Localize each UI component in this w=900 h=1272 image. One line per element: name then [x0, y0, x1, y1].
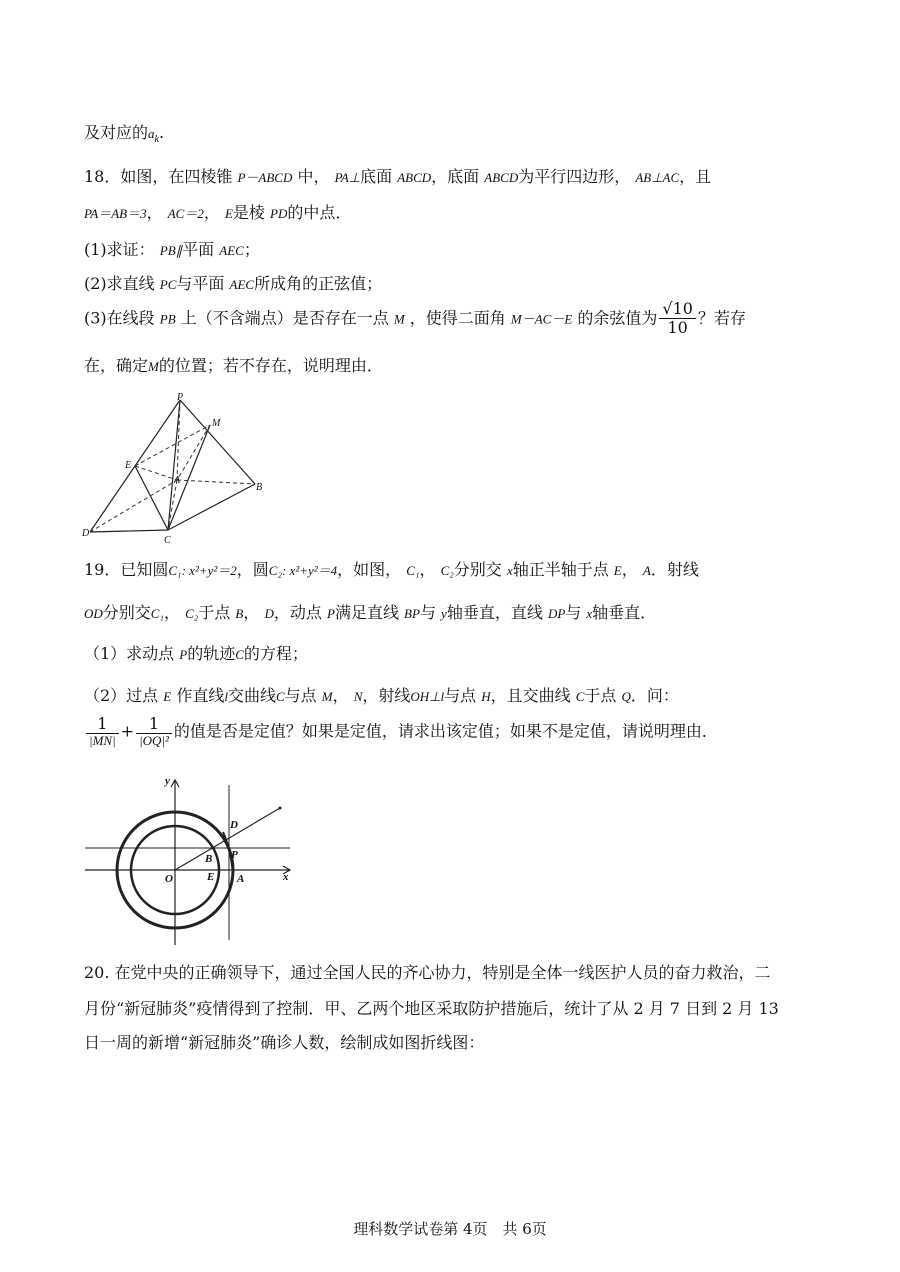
text: ，: [332, 686, 349, 705]
text: 在，确定: [84, 356, 149, 375]
ray-OD: [175, 808, 280, 870]
label-D: D: [230, 819, 238, 831]
math: M: [148, 359, 159, 374]
text: ．射线: [650, 560, 699, 579]
page-footer: 理科数学试卷第 4页 共 6页: [353, 1220, 547, 1238]
text: 的余弦值为: [577, 308, 658, 328]
math: P: [179, 647, 188, 662]
math: OD: [84, 606, 103, 621]
text: 的轨迹: [187, 644, 236, 663]
math: B: [235, 606, 244, 621]
math: C₂: [440, 563, 454, 578]
math: PA⊥: [334, 170, 361, 185]
math: C₁: [406, 563, 420, 578]
plus-sign: +: [120, 721, 135, 741]
text: ，射线: [362, 686, 411, 705]
edge-AB: [177, 480, 255, 484]
text: ，: [419, 560, 436, 579]
text: ？若存: [697, 308, 746, 328]
math: PC: [159, 277, 177, 292]
edge-CB: [168, 484, 255, 530]
label-A: A: [174, 475, 181, 486]
label-E: E: [125, 460, 132, 471]
text: 是棱: [232, 203, 265, 222]
text: 18．如图，在四棱锥: [84, 167, 233, 186]
label-M: M: [212, 418, 221, 429]
text: 与点: [444, 686, 477, 705]
math: C₂: [185, 606, 199, 621]
label-P: P: [231, 849, 238, 861]
text: 满足直线: [334, 603, 399, 622]
text: 分别交: [102, 603, 151, 622]
math: AB⊥AC: [635, 170, 680, 185]
q19-line1: [84, 557, 699, 580]
math: BP: [404, 606, 420, 621]
q20-line2: 月份“新冠肺炎”疫情得到了控制．甲、乙两个地区采取防护措施后，统计了从 2 月 7 日到 2 月 13: [84, 999, 779, 1018]
math: x: [586, 606, 593, 621]
text: ，且交曲线: [490, 686, 571, 705]
math: x: [506, 563, 513, 578]
text: （1）求动点: [84, 644, 175, 663]
text: ，: [203, 203, 220, 222]
text: ，且: [679, 167, 712, 186]
math: DP: [547, 606, 566, 621]
math: E: [224, 206, 233, 221]
text: ，: [146, 203, 163, 222]
label-P: P: [177, 392, 184, 403]
text: ，: [243, 603, 260, 622]
fraction-num: √10: [659, 300, 696, 319]
text: 分别交: [453, 560, 502, 579]
fraction: [659, 300, 696, 338]
math: M: [393, 311, 405, 327]
math: PB∥: [159, 243, 183, 258]
math: E: [163, 689, 172, 704]
text: ；: [243, 240, 260, 259]
label-B: B: [205, 853, 213, 865]
q19-part1: [84, 641, 308, 664]
text: 作直线: [176, 686, 225, 705]
text: 中，: [297, 167, 330, 186]
math: C₂: x²+y²＝4: [268, 563, 338, 578]
text: 轴垂直，直线: [446, 603, 543, 622]
label-A: A: [237, 873, 245, 885]
label-y: y: [165, 775, 170, 787]
q20-line3: 日一周的新增“新冠肺炎”确诊人数，绘制成如图折线图：: [84, 1033, 485, 1052]
edge-MA: [177, 425, 210, 480]
math: P: [326, 606, 335, 621]
text: ．问：: [630, 686, 679, 705]
q19-part2-cont: [84, 715, 718, 749]
text: 为平行四边形，: [518, 167, 631, 186]
text: 交曲线: [227, 686, 276, 705]
math: D: [264, 606, 274, 621]
math: M: [321, 689, 333, 704]
text: ，动点: [273, 603, 322, 622]
fraction-den: |MN|: [89, 733, 116, 749]
fraction-den: 10: [667, 318, 688, 338]
math: C: [575, 689, 585, 704]
math: AC＝2: [167, 206, 204, 221]
math: C₁: x²+y²＝2: [168, 563, 237, 578]
text: ，: [164, 603, 181, 622]
text: 的方程；: [243, 644, 308, 663]
text: (1)求证：: [84, 240, 155, 259]
math: P－ABCD: [237, 170, 293, 185]
math: E: [613, 563, 622, 578]
q19-line2: [84, 600, 656, 623]
q19-part2: [84, 683, 679, 706]
text: .: [158, 123, 165, 142]
text: 与: [419, 603, 436, 622]
text: 与: [565, 603, 582, 622]
text: ，底面: [431, 167, 480, 186]
fraction-den: |OQ|²: [139, 733, 169, 749]
text: 于点: [584, 686, 617, 705]
q18-part3: [84, 300, 746, 338]
math: l: [224, 689, 228, 704]
label-C: C: [164, 535, 171, 545]
text: ，如图，: [337, 560, 402, 579]
fraction-num: 1: [136, 715, 172, 734]
text: 的值是否是定值？如果是定值，请求出该定值；如果不是定值，请说明理由．: [173, 721, 718, 741]
text: (2)求直线: [84, 274, 155, 293]
text: ，: [621, 560, 638, 579]
text: 平面: [182, 240, 215, 259]
math: ABCD: [397, 170, 432, 185]
math: Q: [621, 689, 631, 704]
fraction-1: [86, 715, 119, 749]
math: M－AC－E: [510, 311, 573, 327]
text: 的位置；若不存在，说明理由．: [158, 356, 383, 375]
text: 的中点．: [287, 203, 352, 222]
pyramid-figure: [80, 390, 270, 545]
edge-PC: [168, 400, 180, 530]
math: ABCD: [484, 170, 519, 185]
fraction-2: [136, 715, 172, 749]
q18-part3-cont: [84, 353, 383, 376]
math: PB: [159, 311, 176, 327]
label-O: O: [165, 873, 173, 885]
edge-DC: [90, 530, 168, 532]
text: 轴正半轴于点: [512, 560, 609, 579]
text: 轴垂直．: [592, 603, 657, 622]
q18-line2: [84, 200, 351, 223]
text: 及对应的: [84, 123, 149, 142]
edge-EM: [135, 425, 210, 466]
math: C₁: [150, 606, 164, 621]
math: H: [481, 689, 491, 704]
text: 于点: [198, 603, 231, 622]
math: C: [235, 647, 244, 662]
q18-line1: [84, 164, 711, 187]
math-var: a: [148, 126, 155, 141]
continuation-line: [84, 120, 164, 145]
label-x: x: [283, 871, 289, 883]
text: 19．已知圆: [84, 560, 169, 579]
math: C: [275, 689, 285, 704]
q18-part2: [84, 271, 382, 294]
text: （2）过点: [84, 686, 159, 705]
math: AEC: [229, 277, 255, 292]
text: 底面: [360, 167, 393, 186]
edge-DA: [90, 480, 177, 532]
ray-end: [279, 807, 282, 810]
math: OH⊥l: [410, 689, 445, 704]
math: AEC: [219, 243, 244, 258]
math: y: [441, 606, 447, 621]
text: 上（不含端点）是否存在一点: [180, 308, 389, 328]
text: (3)在线段: [84, 308, 155, 328]
label-D: D: [82, 528, 90, 539]
circles-figure: [85, 770, 300, 945]
text: 所成角的正弦值；: [254, 274, 383, 293]
math-sub: k: [154, 134, 159, 146]
math: PD: [270, 206, 288, 221]
math: PA＝AB＝3: [84, 206, 147, 221]
text: ，圆: [236, 560, 269, 579]
q18-part1: [84, 237, 260, 260]
math: A: [642, 563, 651, 578]
label-B: B: [256, 482, 263, 493]
label-E: E: [207, 871, 215, 883]
text: 与平面: [176, 274, 225, 293]
fraction-num: 1: [86, 715, 119, 734]
q20-line1: 20. 在党中央的正确领导下，通过全国人民的齐心协力，特别是全体一线医护人员的奋力救治，二: [84, 963, 771, 982]
math: N: [353, 689, 363, 704]
text: ，使得二面角: [409, 308, 506, 328]
text: 与点: [284, 686, 317, 705]
